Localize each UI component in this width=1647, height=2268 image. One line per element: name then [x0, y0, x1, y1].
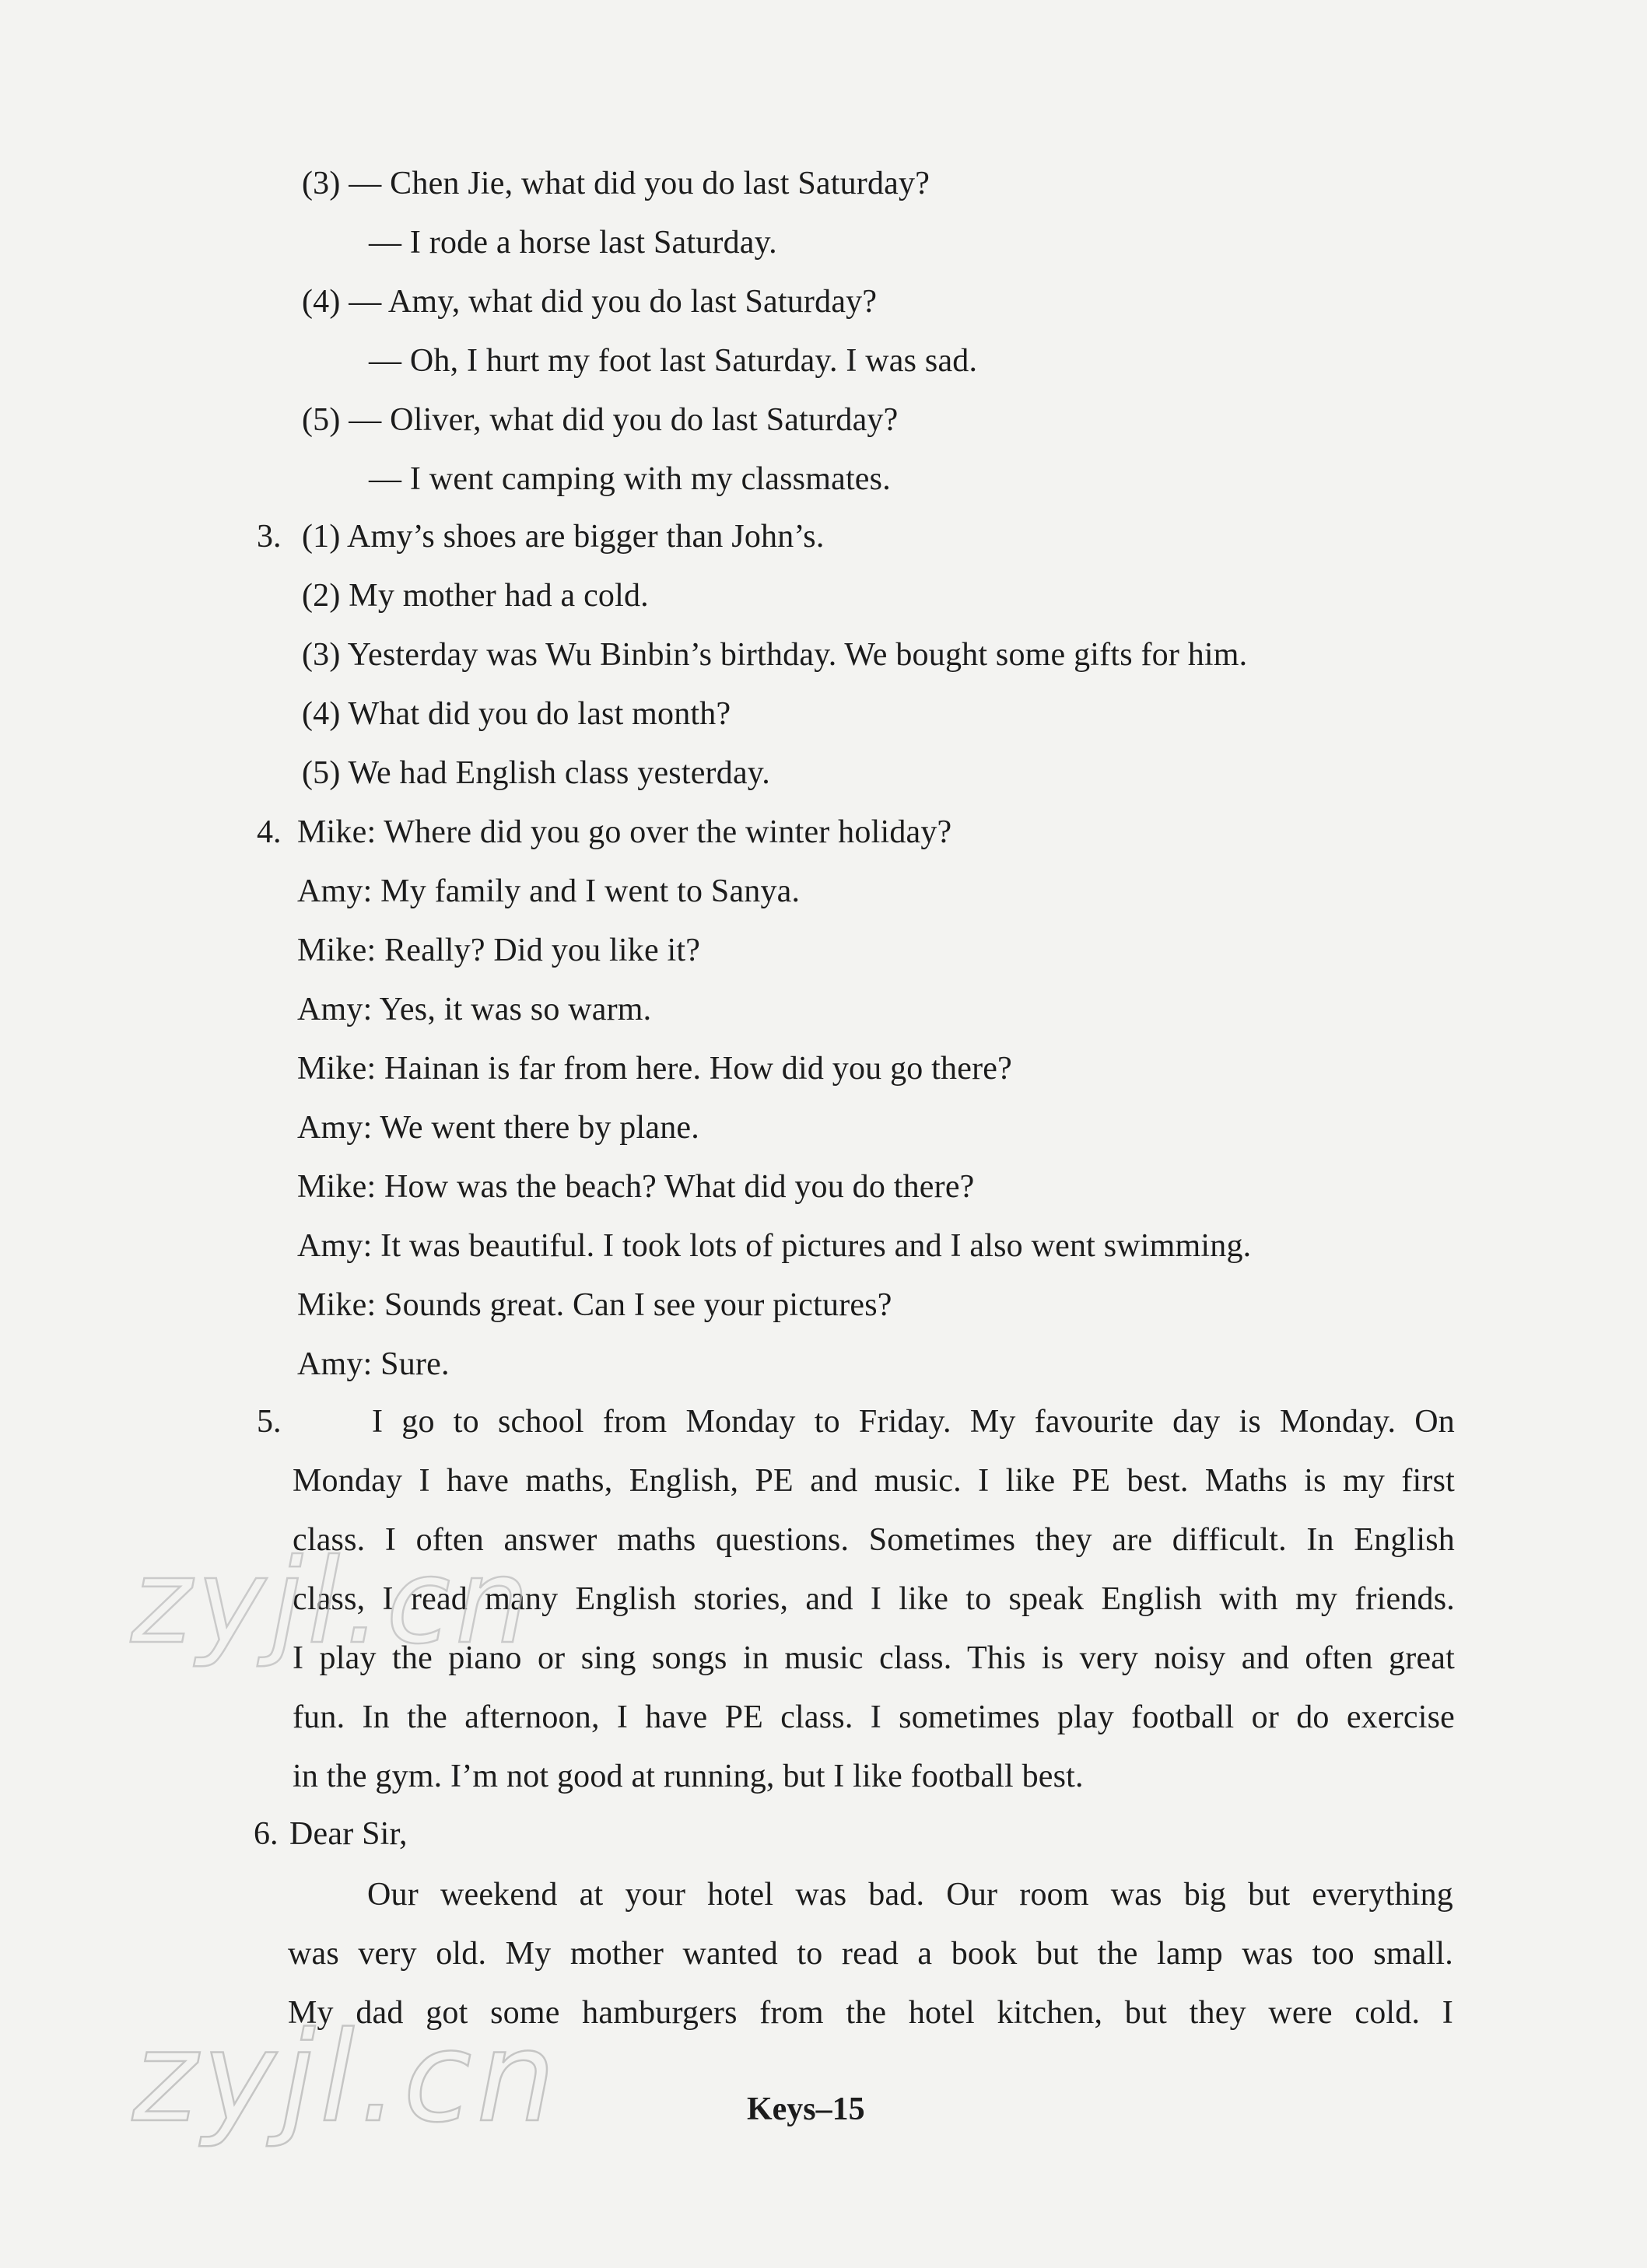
q3-line-5: (5) We had English class yesterday. — [302, 755, 770, 791]
q5-line-6: fun. In the afternoon, I have PE class. I sometimes play football or do exercise — [293, 1699, 1455, 1735]
q4-line-10: Amy: Sure. — [297, 1346, 450, 1382]
watermark-bottom: zyjl.cn — [132, 2004, 560, 2150]
q5-line-7: in the gym. I’m not good at running, but I like football best. — [293, 1759, 1084, 1794]
q4-line-2: Amy: My family and I went to Sanya. — [297, 873, 801, 909]
q2-line-4-reply: — Oh, I hurt my foot last Saturday. I was sad. — [369, 343, 978, 379]
q3-line-4: (4) What did you do last month? — [302, 696, 731, 732]
q4-line-8: Amy: It was beautiful. I took lots of pictures and I also went swimming. — [297, 1228, 1252, 1264]
q4-line-7: Mike: How was the beach? What did you do there? — [297, 1169, 975, 1205]
q5-number: 5. — [257, 1404, 282, 1440]
q2-line-3-reply: — I rode a horse last Saturday. — [369, 225, 777, 261]
q4-line-4: Amy: Yes, it was so warm. — [297, 992, 652, 1027]
q2-line-3: (3) — Chen Jie, what did you do last Saturday? — [302, 166, 930, 201]
q3-line-1: (1) Amy’s shoes are bigger than John’s. — [302, 519, 825, 555]
q4-number: 4. — [257, 814, 282, 850]
q3-line-3: (3) Yesterday was Wu Binbin’s birthday. We bought some gifts for him. — [302, 637, 1248, 673]
page-footer: Keys–15 — [747, 2091, 865, 2127]
q5-line-5: I play the piano or sing songs in music class. This is very noisy and often great — [293, 1640, 1455, 1676]
q5-line-3: class. I often answer maths questions. Sometimes they are difficult. In English — [293, 1522, 1455, 1558]
q6-salutation: Dear Sir, — [289, 1816, 408, 1852]
q2-line-4: (4) — Amy, what did you do last Saturday? — [302, 284, 878, 320]
q4-line-3: Mike: Really? Did you like it? — [297, 933, 701, 968]
q3-number: 3. — [257, 519, 282, 555]
q4-line-5: Mike: Hainan is far from here. How did you go there? — [297, 1051, 1012, 1087]
q5-line-1: I go to school from Monday to Friday. My favourite day is Monday. On — [372, 1404, 1455, 1440]
watermark-mid: zyjl.cn — [131, 1535, 534, 1670]
q6-line-3: My dad got some hamburgers from the hotel kitchen, but they were cold. I — [288, 1995, 1453, 2031]
q6-line-2: was very old. My mother wanted to read a book but the lamp was too small. — [288, 1936, 1453, 1972]
q5-line-2: Monday I have maths, English, PE and music. I like PE best. Maths is my first — [293, 1463, 1455, 1499]
q2-line-5-reply: — I went camping with my classmates. — [369, 461, 891, 497]
q4-line-1: Mike: Where did you go over the winter holiday? — [297, 814, 952, 850]
q4-line-9: Mike: Sounds great. Can I see your pictures? — [297, 1287, 892, 1323]
q6-number: 6. — [254, 1816, 279, 1852]
q2-line-5: (5) — Oliver, what did you do last Saturday? — [302, 402, 899, 438]
q6-line-1: Our weekend at your hotel was bad. Our room was big but everything — [367, 1877, 1453, 1913]
q4-line-6: Amy: We went there by plane. — [297, 1110, 699, 1146]
q5-line-4: class, I read many English stories, and I like to speak English with my friends. — [293, 1581, 1455, 1617]
q3-line-2: (2) My mother had a cold. — [302, 578, 649, 614]
